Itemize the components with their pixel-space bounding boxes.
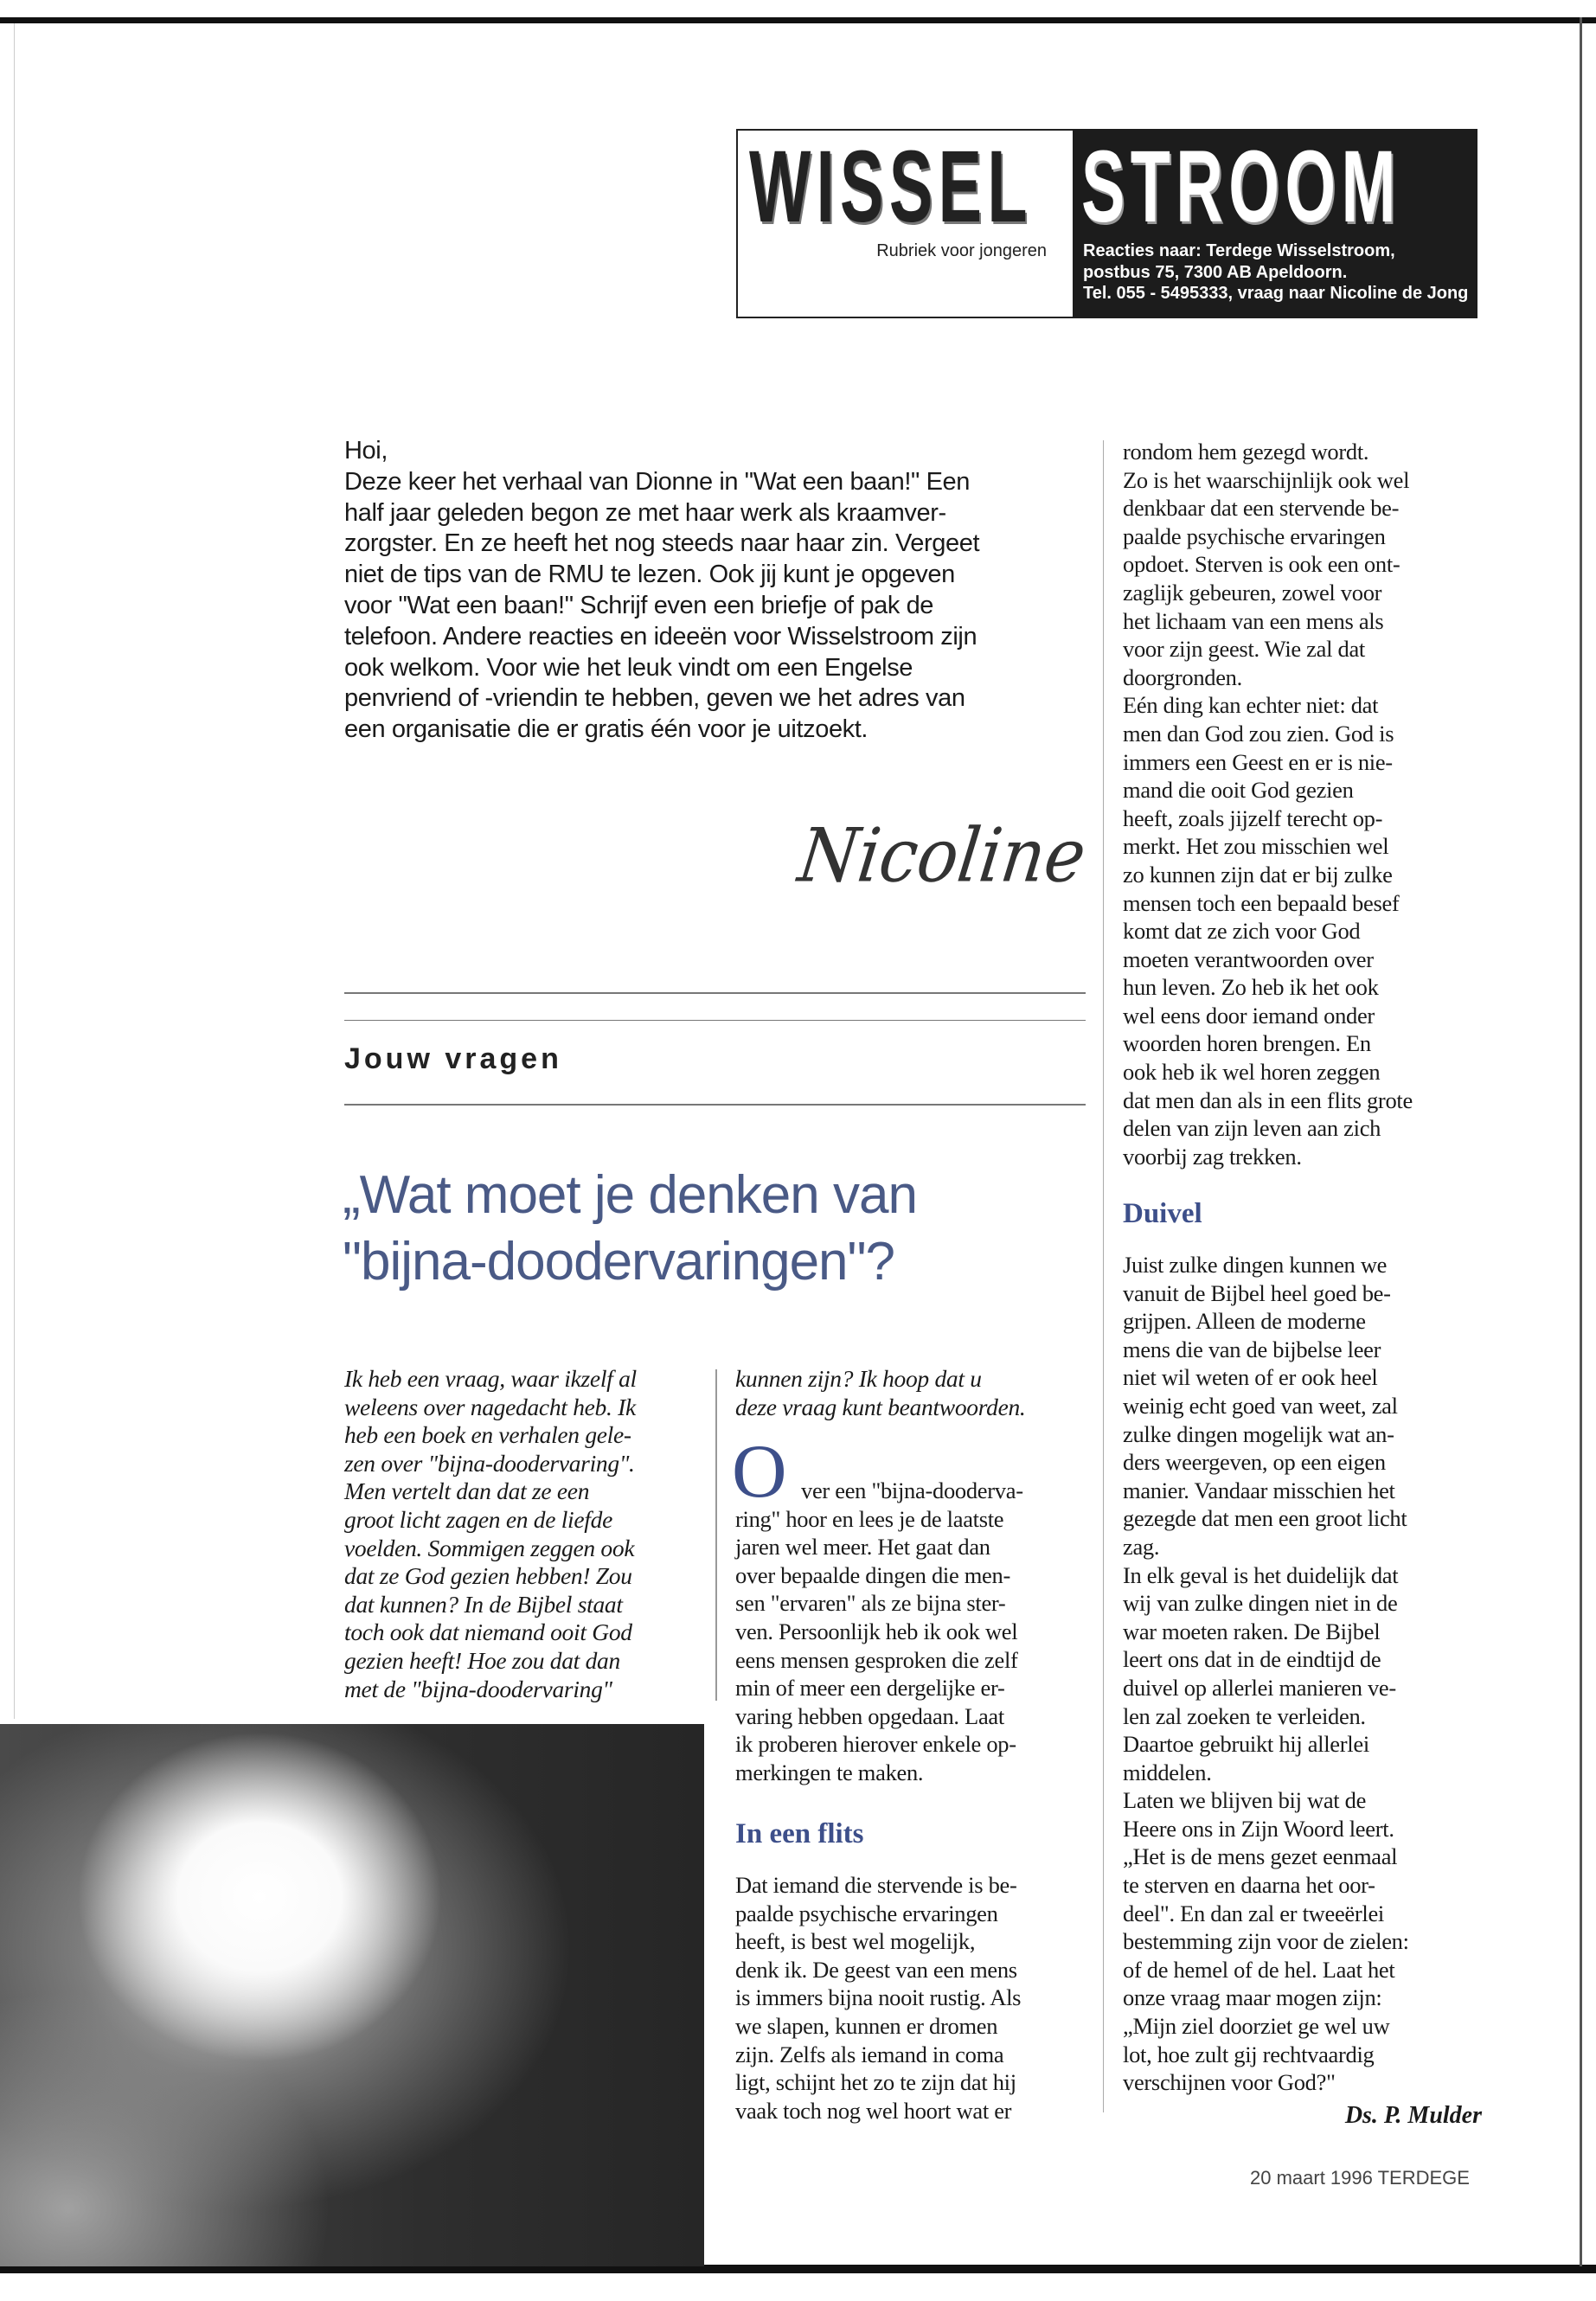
text-line: deel". En dan zal er tweeërlei xyxy=(1123,1900,1384,1926)
text-line: varing hebben opgedaan. Laat xyxy=(735,1702,1004,1729)
text-line: Deze keer het verhaal van Dionne in "Wat een baan!" Een xyxy=(344,467,970,496)
question-text-col2 xyxy=(735,1365,1026,1421)
text-line: ook welkom. Voor wie het leuk vindt om een Engelse xyxy=(344,653,913,682)
page-footer: 20 maart 1996 TERDEGE xyxy=(1250,2167,1470,2189)
text-line: niet wil weten of er ook heel xyxy=(1123,1364,1378,1391)
text-line: weinig echt goed van weet, zal xyxy=(1123,1392,1398,1419)
headline-line-2: "bijna-doodervaringen"? xyxy=(343,1232,895,1292)
text-line: kunnen zijn? Ik hoop dat u xyxy=(735,1365,982,1392)
page-right-edge xyxy=(1580,17,1582,2266)
signature: Nicoline xyxy=(793,813,1091,900)
light-photo xyxy=(0,1724,704,2266)
text-line: onze vraag maar mogen zijn: xyxy=(1123,1984,1382,2011)
text-line: deze vraag kunt beantwoorden. xyxy=(735,1393,1026,1420)
text-line: min of meer een dergelijke er- xyxy=(735,1675,1005,1702)
text-line: Men vertelt dan dat ze een xyxy=(344,1477,590,1505)
text-line: jaren wel meer. Het gaat dan xyxy=(735,1534,990,1561)
text-line: Laten we blijven bij wat de xyxy=(1123,1787,1367,1814)
text-line: niet de tips van de RMU te lezen. Ook jij kunt je opgeven xyxy=(344,561,955,589)
text-line: zorgster. En ze heeft het nog steeds naar haar zin. Vergeet xyxy=(344,529,980,558)
text-line: denk ik. De geest van een mens xyxy=(735,1956,1017,1983)
text-line: In elk geval is het duidelijk dat xyxy=(1123,1561,1399,1588)
divider xyxy=(344,1104,1086,1106)
question-text-col1 xyxy=(344,1365,637,1703)
page-left-edge xyxy=(14,23,15,1719)
text-line: doorgronden. xyxy=(1123,663,1242,690)
text-line: half jaar geleden begon ze met haar werk als kraamver- xyxy=(344,498,946,527)
text-line: mens die van de bijbelse leer xyxy=(1123,1336,1381,1362)
text-line: Zo is het waarschijnlijk ook wel xyxy=(1123,466,1410,493)
text-line: te sterven en daarna het oor- xyxy=(1123,1872,1375,1899)
text-line: Dat iemand die stervende is be- xyxy=(735,1872,1017,1898)
divider xyxy=(344,1020,1086,1021)
text-line: ders weergeven, op een eigen xyxy=(1123,1449,1386,1476)
text-line: weleens over nagedacht heb. Ik xyxy=(344,1393,636,1420)
text-line: wel eens door iemand onder xyxy=(1123,1002,1375,1029)
text-line: mand die ooit God gezien xyxy=(1123,777,1354,804)
text-line: ik proberen hierover enkele op- xyxy=(735,1731,1016,1758)
text-line: over bepaalde dingen die men- xyxy=(735,1561,1010,1588)
text-line: Hoi, xyxy=(344,437,388,465)
text-line: hun leven. Zo heb ik het ook xyxy=(1123,974,1379,1001)
text-line: voelden. Sommigen zeggen ook xyxy=(344,1534,635,1561)
text-line: paalde psychische ervaringen xyxy=(1123,522,1386,549)
headline-line-1: „Wat moet je denken van xyxy=(343,1165,917,1225)
logo-wissel: WISSEL xyxy=(749,130,1033,244)
text-line: postbus 75, 7300 AB Apeldoorn. xyxy=(1083,262,1348,282)
text-line: heeft, is best wel mogelijk, xyxy=(735,1928,976,1955)
text-line: heb een boek en verhalen gele- xyxy=(344,1421,631,1449)
logo-stroom: STROOM xyxy=(1081,130,1401,244)
text-line: „Het is de mens gezet eenmaal xyxy=(1123,1843,1398,1870)
text-line: Reacties naar: Terdege Wisselstroom, xyxy=(1083,241,1395,260)
text-line: zag. xyxy=(1123,1533,1160,1560)
text-line: leert ons dat in de eindtijd de xyxy=(1123,1646,1381,1673)
text-line: mensen toch een bepaald besef xyxy=(1123,889,1400,916)
text-line: met de "bijna-doodervaring" xyxy=(344,1675,612,1702)
column-subtitle: Rubriek voor jongeren xyxy=(876,241,1047,260)
text-line: opdoet. Sterven is ook een ont- xyxy=(1123,551,1401,578)
column-divider xyxy=(1103,440,1104,2112)
text-line: vaak toch nog wel hoort wat er xyxy=(735,2097,1012,2124)
text-line: het lichaam van een mens als xyxy=(1123,607,1384,634)
text-line: dat kunnen? In de Bijbel staat xyxy=(344,1590,623,1618)
text-line: we slapen, kunnen er dromen xyxy=(735,2012,998,2039)
subheading-in-een-flits: In een flits xyxy=(735,1818,864,1849)
contact-info xyxy=(1073,240,1468,304)
text-line: zen over "bijna-doodervaring". xyxy=(344,1449,635,1477)
intro-text xyxy=(344,436,979,746)
text-line: grijpen. Alleen de moderne xyxy=(1123,1308,1366,1335)
text-line: groot licht zagen en de liefde xyxy=(344,1505,612,1533)
divider xyxy=(344,992,1086,994)
text-line: voor zijn geest. Wie zal dat xyxy=(1123,636,1365,663)
text-line: of de hemel of de hel. Laat het xyxy=(1123,1956,1395,1983)
text-line: sen "ervaren" als ze bijna ster- xyxy=(735,1590,1006,1617)
text-line: immers een Geest en er is nie- xyxy=(1123,748,1393,775)
text-line: gezien heeft! Hoe zou dat dan xyxy=(344,1646,620,1674)
text-line: len zal zoeken te verleiden. xyxy=(1123,1702,1366,1729)
text-line: dat ze God gezien hebben! Zou xyxy=(344,1562,632,1590)
text-line: ook heb ik wel horen zeggen xyxy=(1123,1059,1381,1086)
text-line: „Mijn ziel doorziet ge wel uw xyxy=(1123,2013,1390,2040)
text-line: gezegde dat men een groot licht xyxy=(1123,1505,1407,1532)
answer-duivel-text xyxy=(1123,1251,1409,2097)
answer-intro xyxy=(735,1477,1023,1787)
text-line: telefoon. Andere reacties en ideeën voor Wisselstroom zijn xyxy=(344,622,977,651)
text-line: is immers bijna nooit rustig. Als xyxy=(735,1984,1022,2011)
text-line: voorbij zag trekken. xyxy=(1123,1143,1302,1170)
text-line: ven. Persoonlijk heb ik ook wel xyxy=(735,1618,1018,1644)
text-line: Heere ons in Zijn Woord leert. xyxy=(1123,1815,1394,1842)
text-line: Tel. 055 - 5495333, vraag naar Nicoline de Jong xyxy=(1083,284,1469,303)
text-line: heeft, zoals jijzelf terecht op- xyxy=(1123,804,1383,831)
drop-cap: O xyxy=(732,1430,787,1514)
author-name: Ds. P. Mulder xyxy=(1344,2102,1482,2129)
text-line: vanuit de Bijbel heel goed be- xyxy=(1123,1279,1391,1306)
text-line: delen van zijn leven aan zich xyxy=(1123,1115,1381,1142)
text-line: middelen. xyxy=(1123,1759,1212,1785)
text-line: toch ook dat niemand ooit God xyxy=(344,1618,632,1646)
answer-right-text xyxy=(1123,438,1413,1170)
column-divider xyxy=(715,1369,717,1701)
answer-flits-text xyxy=(735,1871,1021,2125)
text-line: eens mensen gesproken die zelf xyxy=(735,1646,1018,1673)
text-line: denkbaar dat een stervende be- xyxy=(1123,495,1400,522)
text-line: dat men dan als in een flits grote xyxy=(1123,1086,1413,1113)
subheading-duivel: Duivel xyxy=(1123,1198,1202,1229)
text-line: ver een "bijna-doodervа- xyxy=(801,1477,1023,1503)
text-line: wij van zulke dingen niet in de xyxy=(1123,1590,1398,1617)
section-label: Jouw vragen xyxy=(344,1042,562,1075)
text-line: een organisatie die er gratis één voor je uitzoekt. xyxy=(344,715,869,744)
text-line: woorden horen brengen. En xyxy=(1123,1030,1371,1057)
text-line: zaglijk gebeuren, zowel voor xyxy=(1123,579,1382,606)
text-line: ring" hoor en lees je de laatste xyxy=(735,1505,1004,1532)
text-line: voor "Wat een baan!" Schrijf even een briefje of pak de xyxy=(344,591,934,619)
text-line: war moeten raken. De Bijbel xyxy=(1123,1618,1381,1644)
text-line: Eén ding kan echter niet: dat xyxy=(1123,692,1379,719)
text-line: lot, hoe zult gij rechtvaardig xyxy=(1123,2041,1375,2067)
text-line: men dan God zou zien. God is xyxy=(1123,720,1394,747)
text-line: zijn. Zelfs als iemand in coma xyxy=(735,2041,1004,2067)
text-line: manier. Vandaar misschien het xyxy=(1123,1477,1395,1503)
text-line: paalde psychische ervaringen xyxy=(735,1900,998,1926)
text-line: penvriend of -vriendin te hebben, geven we het adres van xyxy=(344,684,965,713)
text-line: ligt, schijnt het zo te zijn dat hij xyxy=(735,2069,1016,2096)
text-line: Daartoe gebruikt hij allerlei xyxy=(1123,1731,1369,1758)
text-line: bestemming zijn voor de zielen: xyxy=(1123,1928,1409,1955)
text-line: Ik heb een vraag, waar ikzelf al xyxy=(344,1365,637,1392)
text-line: merkt. Het zou misschien wel xyxy=(1123,833,1389,860)
text-line: zo kunnen zijn dat er bij zulke xyxy=(1123,861,1393,888)
text-line: duivel op allerlei manieren ve- xyxy=(1123,1674,1396,1701)
text-line: merkingen te maken. xyxy=(735,1759,924,1785)
text-line: moeten verantwoorden over xyxy=(1123,945,1374,972)
text-line: komt dat ze zich voor God xyxy=(1123,918,1361,945)
text-line: rondom hem gezegd wordt. xyxy=(1123,439,1369,465)
text-line: verschijnen voor God?" xyxy=(1123,2069,1336,2096)
text-line: Juist zulke dingen kunnen we xyxy=(1123,1252,1388,1278)
text-line: zulke dingen mogelijk wat an- xyxy=(1123,1420,1394,1447)
page-top-border xyxy=(0,17,1596,23)
